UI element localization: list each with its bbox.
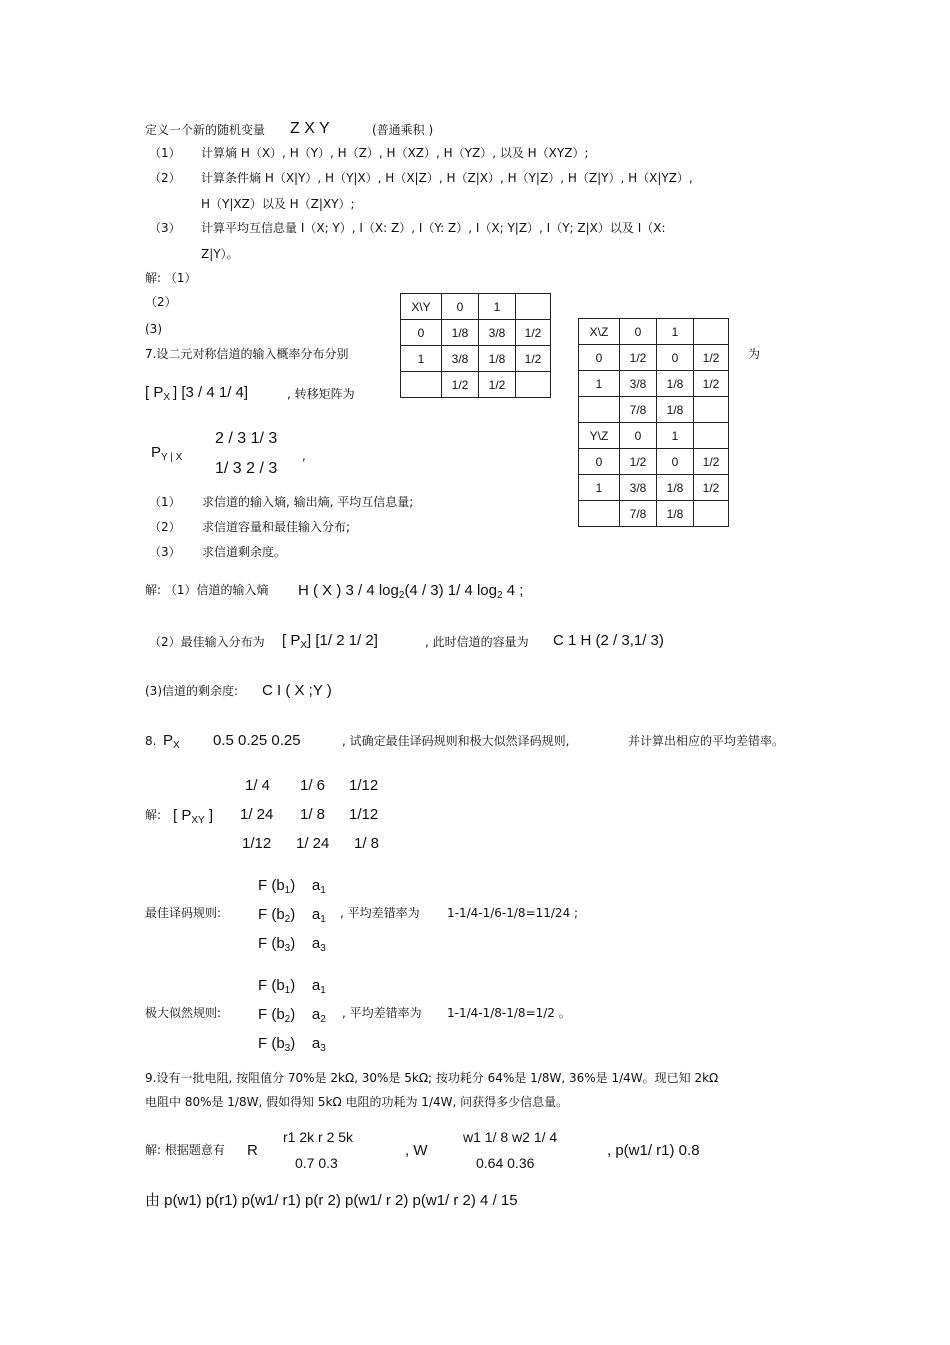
table-cell: 1/8 [657,501,694,527]
table-row [579,475,729,501]
table-row [579,397,729,423]
matrix-cell: 1/ 24 [240,806,274,823]
question-2-cont: H（Y|XZ）以及 H（Z|XY）; [201,197,355,211]
table-cell: 1/8 [657,397,694,423]
q7-capacity: C 1 H (2 / 3,1/ 3) [553,632,664,649]
q7-solution-2-text2: , 此时信道的容量为 [425,635,529,649]
table-cell: 0 [657,449,694,475]
q7-wei: 为 [748,347,761,361]
q9-w: , W [405,1142,428,1159]
solution-part-3: (3) [145,322,162,336]
table-cell [694,319,729,345]
q7-solution-2-math: [ $P_X$] [1/ 2 1/ 2] [282,632,378,651]
table-cell: 1/2 [620,345,657,371]
q7-solution-3-text: (3)信道的剩余度: [145,684,239,698]
joint-table-xy [400,293,551,398]
q9-last: 由 p(w1) p(r1) p(w1/ r1) p(r 2) p(w1/ r 2) p(w1/ r 2) 4 / 15 [145,1192,518,1209]
q7-item-1-num: （1） [149,495,181,509]
table-row [579,371,729,397]
table-cell: 1 [657,423,694,449]
q9-line2: 电阻中 80%是 1/8W, 假如得知 5kΩ 电阻的功耗为 1/4W, 问获得多少信息量。 [145,1095,569,1109]
q8-text2: 并计算出相应的平均差错率。 [628,734,785,748]
table-cell: 3/8 [442,346,479,372]
q8-pxy-label: [ $P_{XY}$ ] [173,807,214,826]
solution-part-1: 解: （1） [145,271,197,285]
q9-pw: , p(w1/ r1) 0.8 [607,1142,700,1159]
question-1-text: 计算熵 H（X）, H（Y）, H（Z）, H（XZ）, H（YZ）, 以及 H（XYZ）; [201,146,589,160]
matrix-cell: 1/ 8 [354,835,380,852]
best-rule-3: F $(b_3)$ $a_3$ [258,935,326,954]
matrix-cell: 1/ 6 [300,777,326,794]
intro-math: Z X Y [290,120,330,137]
matrix-cell: 1/12 [242,835,272,852]
table-cell: 0 [579,449,620,475]
q7-matrix-row1: 2 / 3 1/ 3 [215,430,278,447]
table-cell: 3/8 [620,475,657,501]
table-header-row [579,319,729,345]
q7-item-3-num: （3） [149,545,181,559]
table-cell: 1/2 [479,372,516,398]
table-cell: 7/8 [620,501,657,527]
table-row [579,345,729,371]
table-cell [694,423,729,449]
table-cell: 1/8 [657,371,694,397]
q9-w-bottom: 0.64 0.36 [476,1155,535,1171]
table-cell [516,372,551,398]
table-cell: 1 [579,475,620,501]
q7-px-label: [ $P_X$ [145,384,171,403]
table-cell [694,501,729,527]
table-cell [694,397,729,423]
q7-transfer-text: , 转移矩阵为 [287,387,355,401]
question-2-text: 计算条件熵 H（X|Y）, H（Y|X）, H（X|Z）, H（Z|X）, H（Y|Z）, H（Z|Y）, H（X|YZ）, [201,171,693,185]
q8-best-error: 1-1/4-1/6-1/8=11/24 ; [447,906,579,920]
q8-num: 8. [145,734,157,748]
matrix-cell: 1/ 4 [245,777,271,794]
question-3-text: 计算平均互信息量 I（X; Y）, I（X: Z）, I（Y: Z）, I（X; Y|Z）, I（Y; Z|X）以及 I（X: [201,221,666,235]
table-cell: 1/2 [516,346,551,372]
matrix-cell: 1/12 [349,777,379,794]
table-row [401,372,551,398]
matrix-cell: 1/ 24 [296,835,330,852]
q9-r-bottom: 0.7 0.3 [295,1155,338,1171]
table-cell: 7/8 [620,397,657,423]
table-cell: 0 [579,345,620,371]
intro-note: (普通乘积 ) [372,123,434,137]
table-cell [579,501,620,527]
table-row [579,449,729,475]
q7-item-2-text: 求信道容量和最佳输入分布; [202,520,351,534]
q7-pyx-label: $P_{Y | X}$ [151,444,183,463]
q8-ml-error-text: , 平均差错率为 [342,1006,422,1020]
q9-solution-text: 解: 根据题意有 [145,1143,225,1157]
q7-px-value: ] [3 / 4 1/ 4] [173,384,249,401]
table-cell: 1/8 [442,320,479,346]
table-cell: 1/2 [694,449,729,475]
q8-ml-label: 极大似然规则: [145,1006,222,1020]
ml-rule-3: F $(b_3)$ $a_3$ [258,1035,326,1054]
q8-text: , 试确定最佳译码规则和极大似然译码规则, [342,734,570,748]
q7-title: 7.设二元对称信道的输入概率分布分别 [145,347,349,361]
table-cell: 1/2 [620,449,657,475]
table-cell: 1 [401,346,442,372]
matrix-cell: 1/12 [349,806,379,823]
table-cell: 1/2 [694,475,729,501]
table-cell: 1/2 [516,320,551,346]
q9-r-top: r1 2k r 2 5k [283,1129,354,1145]
table-cell: X\Y [401,294,442,320]
q7-solution-1-math: H ( X ) 3 / 4 $\log_2(4 / 3)$ 1/ 4 $\log_2 4$ ; [298,582,524,601]
table-cell: 1/2 [694,345,729,371]
best-rule-2: F $(b_2)$ $a_1$ [258,906,326,925]
q9-line1: 9.设有一批电阻, 按阻值分 70%是 2kΩ, 30%是 5kΩ; 按功耗分 64%是 1/8W, 36%是 1/4W。现已知 2kΩ [145,1071,719,1085]
table-cell [516,294,551,320]
joint-table-xz-yz [578,318,729,527]
table-cell: 0 [620,319,657,345]
q8-best-label: 最佳译码规则: [145,906,222,920]
q7-item-3-text: 求信道剩余度。 [202,545,287,559]
table-row [579,501,729,527]
question-3-num: （3） [149,221,181,235]
question-3-cont: Z|Y）。 [201,247,239,261]
table-cell: Y\Z [579,423,620,449]
question-1-num: （1） [149,146,181,160]
q8-ml-error: 1-1/4-1/8-1/8=1/2 。 [447,1006,571,1020]
table-cell: 0 [620,423,657,449]
q7-solution-2-text: （2）最佳输入分布为 [149,635,265,649]
q7-item-1-text: 求信道的输入熵, 输出熵, 平均互信息量; [202,495,414,509]
table-header-row [579,423,729,449]
table-cell: 1 [479,294,516,320]
table-cell: 3/8 [620,371,657,397]
table-cell: 0 [401,320,442,346]
table-cell [579,397,620,423]
q8-values: 0.5 0.25 0.25 [213,732,301,749]
table-cell: 1/2 [442,372,479,398]
best-rule-1: F $(b_1)$ $a_1$ [258,877,326,896]
q7-solution-3-math: C I ( X ;Y ) [262,682,332,699]
table-cell: 1/2 [694,371,729,397]
table-cell: 1/8 [479,346,516,372]
q7-matrix-row2: 1/ 3 2 / 3 [215,460,278,477]
q8-best-error-text: , 平均差错率为 [340,906,420,920]
table-cell: 0 [657,345,694,371]
q9-r: R [247,1142,258,1159]
table-row [401,320,551,346]
table-cell: 1/8 [657,475,694,501]
q7-comma: , [302,449,306,463]
solution-part-2: （2） [145,295,177,309]
q7-solution-1-text: 解: （1）信道的输入熵 [145,583,269,597]
table-row [401,346,551,372]
matrix-cell: 1/ 8 [300,806,326,823]
table-cell [401,372,442,398]
q9-w-top: w1 1/ 8 w2 1/ 4 [463,1129,558,1145]
table-cell: 0 [442,294,479,320]
table-cell: 1 [579,371,620,397]
table-header-row [401,294,551,320]
ml-rule-1: F $(b_1)$ $a_1$ [258,977,326,996]
q8-px: $P_X$ [163,732,180,751]
table-cell: 1 [657,319,694,345]
ml-rule-2: F $(b_2)$ $a_2$ [258,1006,326,1025]
table-cell: X\Z [579,319,620,345]
intro-text: 定义一个新的随机变量 [145,123,266,137]
q7-item-2-num: （2） [149,520,181,534]
q8-solution-label: 解: [145,808,162,822]
table-cell: 3/8 [479,320,516,346]
question-2-num: （2） [149,171,181,185]
